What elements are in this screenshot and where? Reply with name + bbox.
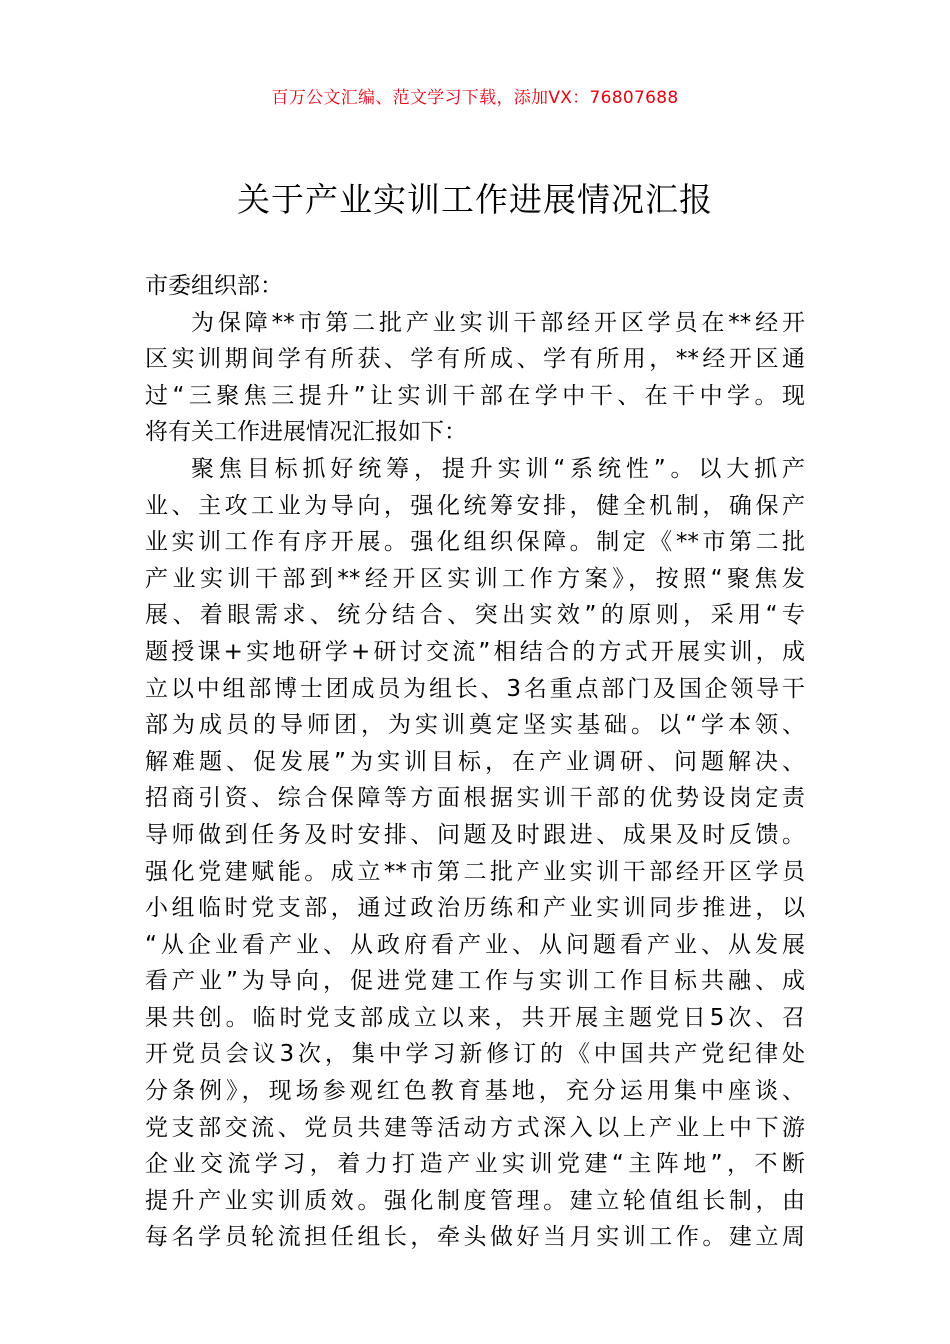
text-line: 区实训期间学有所获、学有所成、学有所用，**经开区通 (145, 346, 805, 373)
text-line: 开党员会议3次，集中学习新修订的《中国共产党纪律处 (145, 1041, 805, 1068)
text-line: 党支部交流、党员共建等活动方式深入以上产业上中下游 (145, 1114, 805, 1141)
text-line: 招商引资、综合保障等方面根据实训干部的优势设岗定责 (145, 785, 805, 812)
text-line: 题授课+实地研学+研讨交流”相结合的方式开展实训，成 (145, 638, 805, 665)
text-line: 过“三聚焦三提升”让实训干部在学中干、在干中学。现 (145, 382, 805, 409)
text-line: 为保障**市第二批产业实训干部经开区学员在**经开 (191, 309, 805, 336)
text-line: 产业实训干部到**经开区实训工作方案》，按照“聚焦发 (145, 565, 805, 592)
text-line: 业、主攻工业为导向，强化统筹安排，健全机制，确保产 (145, 492, 805, 519)
text-line: 导师做到任务及时安排、问题及时跟进、成果及时反馈。 (145, 821, 805, 848)
text-line: 聚焦目标抓好统筹，提升实训“系统性”。以大抓产 (191, 455, 805, 482)
text-line: 解难题、促发展”为实训目标，在产业调研、问题解决、 (145, 748, 805, 775)
text-line: 业实训工作有序开展。强化组织保障。制定《**市第二批 (145, 529, 805, 556)
salutation: 市委组织部： (145, 273, 283, 299)
text-line: 部为成员的导师团，为实训奠定坚实基础。以“学本领、 (145, 712, 805, 739)
text-line: 立以中组部博士团成员为组长、3名重点部门及国企领导干 (145, 675, 805, 702)
text-line: 强化党建赋能。成立**市第二批产业实训干部经开区学员 (145, 858, 805, 885)
text-line: 看产业”为导向，促进党建工作与实训工作目标共融、成 (145, 968, 805, 995)
document-body (145, 268, 805, 1256)
text-line: 分条例》，现场参观红色教育基地，充分运用集中座谈、 (145, 1078, 805, 1105)
document-title: 关于产业实训工作进展情况汇报 (237, 180, 713, 219)
text-line: 将有关工作进展情况汇报如下： (145, 419, 467, 446)
paragraph-focus-goals (145, 451, 805, 1256)
text-line: 果共创。临时党支部成立以来，共开展主题党日5次、召 (145, 1004, 805, 1031)
paragraph-intro (145, 305, 805, 451)
text-line: 提升产业实训质效。强化制度管理。建立轮值组长制，由 (145, 1187, 805, 1214)
text-line: 每名学员轮流担任组长，牵头做好当月实训工作。建立周 (145, 1224, 805, 1251)
text-line: 企业交流学习，着力打造产业实训党建“主阵地”，不断 (145, 1151, 805, 1178)
text-line: 小组临时党支部，通过政治历练和产业实训同步推进，以 (145, 895, 805, 922)
text-line: “从企业看产业、从政府看产业、从问题看产业、从发展 (145, 931, 805, 958)
text-line: 展、着眼需求、统分结合、突出实效”的原则，采用“专 (145, 602, 805, 629)
header-advertisement: 百万公文汇编、范文学习下载，添加VX：76807688 (271, 88, 679, 108)
